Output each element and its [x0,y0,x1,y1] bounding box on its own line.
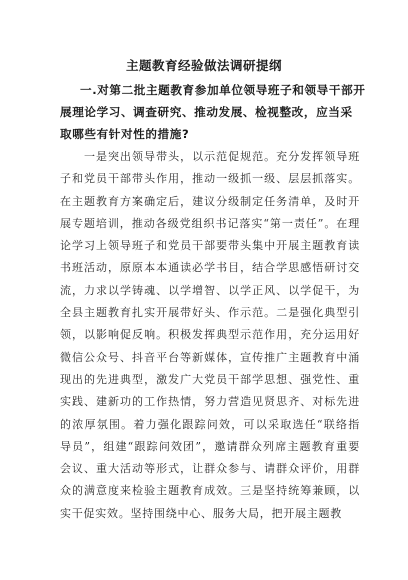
document-title: 主题教育经验做法调研提纲 [125,58,282,73]
body-paragraph: 一是突出领导带头，以示范促规范。充分发挥领导班子和党员干部带头作用，推动一级抓一级、层层抓落实。在主题教育方案确定后，建议分级制定任务清单，及时开展专题培训，推动各级党组织书记落实“第一责任”。在理论学习上领导班子和党员干部要带头集中开展主题教育读书班活动，原原本本通读必学书目，结合学思感悟研讨交流，力求以学铸魂、以学增智、以学正风、以学促干，为全县主题教育扎实开展带好头、作示范。二是强化典型引领，以影响促反响。积极发挥典型示范作用，充分运用好微信公众号、抖音平台等新媒体，宣传推广主题教育中涌现出的先进典型，激发广大党员干部学思想、强党性、重实践、建新功的工作热情，努力营造见贤思齐、对标先进的浓厚氛围。着力强化跟踪问效，可以采取选任“联络指导员”，组建“跟踪问效团”，邀请群众列席主题教育重要会议、重大活动等形式，让群众参与、请群众评价，用群众的满意度来检验主题教育成效。三是坚持统筹兼顾，以实干促实效。坚持围绕中心、服务大局，把开展主题教 [60,150,360,520]
section-heading-continuation: 展理论学习、调查研究、推动发展、检视整改，应当采取哪些有针对性的措施? [60,105,353,141]
section-heading [60,79,366,145]
section-heading-line-1: 一.对第二批主题教育参加单位领导班子和领导干部开 [80,83,366,97]
